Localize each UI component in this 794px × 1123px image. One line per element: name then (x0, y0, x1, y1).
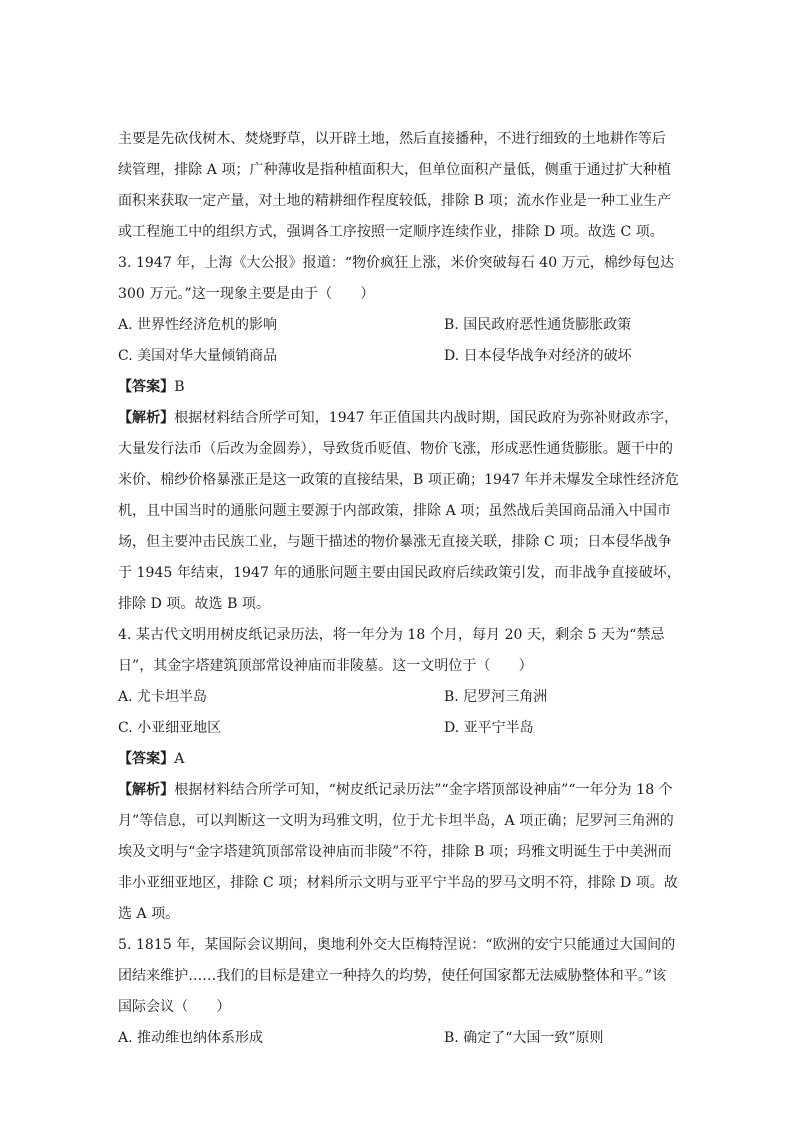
question-4-analysis: 月”等信息，可以判断这一文明为玛雅文明，位于尤卡坦半岛，A 项正确；尼罗河三角洲的 (118, 813, 674, 829)
question-3-option-b: B. 国民政府恶性通货膨胀政策 (444, 317, 632, 333)
question-3-options-row (118, 310, 678, 341)
question-3-analysis: 大量发行法币（后改为金圆券），导致货币贬值、物价飞涨，形成恶性通货膨胀。题干中的 (118, 441, 673, 457)
question-5-option-b: B. 确定了“大国一致”原则 (444, 1030, 604, 1046)
analysis-text: 根据材料结合所学可知，1947 年正值国共内战时期，国民政府为弥补财政赤字， (174, 410, 679, 426)
question-4-stem: 4. 某古代文明用树皮纸记录历法，将一年分为 18 个月，每月 20 天，剩余 5 天为“禁忌 (118, 627, 665, 643)
question-4-option-c: C. 小亚细亚地区 (118, 720, 222, 736)
answer-value: B (174, 379, 185, 395)
question-3-analysis: 机，且中国当时的通胀问题主要源于内部政策，排除 A 项；虽然战后美国商品涌入中国市 (118, 503, 672, 519)
analysis-label: 【解析】 (118, 410, 175, 426)
question-4-analysis: 选 A 项。 (118, 906, 180, 922)
text-line: 续管理，排除 A 项；广种薄收是指种植面积大，但单位面积产量低，侧重于通过扩大种植 (118, 162, 672, 178)
document-body (118, 124, 681, 1054)
question-3-answer (118, 372, 678, 403)
question-3-analysis: 米价、棉纱价格暴涨正是这一政策的直接结果，B 项正确；1947 年并未爆发全球性经济危 (118, 472, 679, 488)
answer-label: 【答案】 (118, 751, 175, 767)
text-line: 主要是先砍伐树木、焚烧野草，以开辟土地，然后直接播种，不进行细致的土地耕作等后 (118, 131, 666, 147)
question-3-analysis: 排除 D 项。故选 B 项。 (118, 596, 271, 612)
question-3-analysis: 场，但主要冲击民族工业，与题干描述的物价暴涨无直接关联，排除 C 项；日本侵华战争 (118, 534, 672, 550)
text-line: 面积来获取一定产量，对土地的精耕细作程度较低，排除 B 项；流水作业是一种工业生产 (118, 193, 672, 209)
question-3-analysis: 于 1945 年结束，1947 年的通胀问题主要由国民政府后续政策引发，而非战争直接破坏， (118, 565, 681, 581)
question-4-analysis: 非小亚细亚地区，排除 C 项；材料所示文明与亚平宁半岛的罗马文明不符，排除 D 项。故 (118, 875, 678, 891)
question-4-stem: 日”，其金字塔建筑顶部常设神庙而非陵墓。这一文明位于（ ） (118, 658, 533, 674)
text-line: 或工程施工中的组织方式，强调各工序按照一定顺序连续作业，排除 D 项。故选 C 项。 (118, 224, 664, 240)
question-4-analysis: 埃及文明与“金字塔建筑顶部常设神庙而非陵”不符，排除 B 项；玛雅文明诞生于中美洲而 (118, 844, 672, 860)
question-3-analysis (118, 403, 678, 434)
question-3-stem: 3. 1947 年，上海《大公报》报道：“物价疯狂上涨，米价突破每石 40 万元，棉纱每包达 (118, 255, 675, 271)
analysis-label: 【解析】 (118, 782, 175, 798)
question-4-analysis (118, 775, 678, 806)
question-3-option-a: A. 世界性经济危机的影响 (118, 317, 278, 333)
question-4-answer (118, 744, 678, 775)
question-3-options-row (118, 341, 678, 372)
question-5-stem: 团结来维护……我们的目标是建立一种持久的均势，使任何国家都无法威胁整体和平。”该 (118, 968, 667, 984)
question-4-options-row (118, 682, 678, 713)
question-5-stem: 5. 1815 年，某国际会议期间，奥地利外交大臣梅特涅说：“欧洲的安宁只能通过大国间的 (118, 937, 676, 953)
question-3-option-c: C. 美国对华大量倾销商品 (118, 348, 278, 364)
question-5-option-a: A. 推动维也纳体系形成 (118, 1030, 264, 1046)
question-4-option-d: D. 亚平宁半岛 (444, 720, 534, 736)
question-5-options-row (118, 1023, 678, 1054)
question-4-option-b: B. 尼罗河三角洲 (444, 689, 548, 705)
question-3-option-d: D. 日本侵华战争对经济的破坏 (444, 348, 632, 364)
answer-label: 【答案】 (118, 379, 175, 395)
question-5-stem: 国际会议（ ） (118, 999, 231, 1015)
question-4-options-row (118, 713, 678, 744)
question-4-option-a: A. 尤卡坦半岛 (118, 689, 208, 705)
answer-value: A (174, 751, 185, 767)
question-3-stem: 300 万元。”这一现象主要是由于（ ） (118, 286, 375, 302)
analysis-text: 根据材料结合所学可知，“树皮纸记录历法”“金字塔顶部设神庙”“一年分为 18 个 (174, 782, 673, 798)
